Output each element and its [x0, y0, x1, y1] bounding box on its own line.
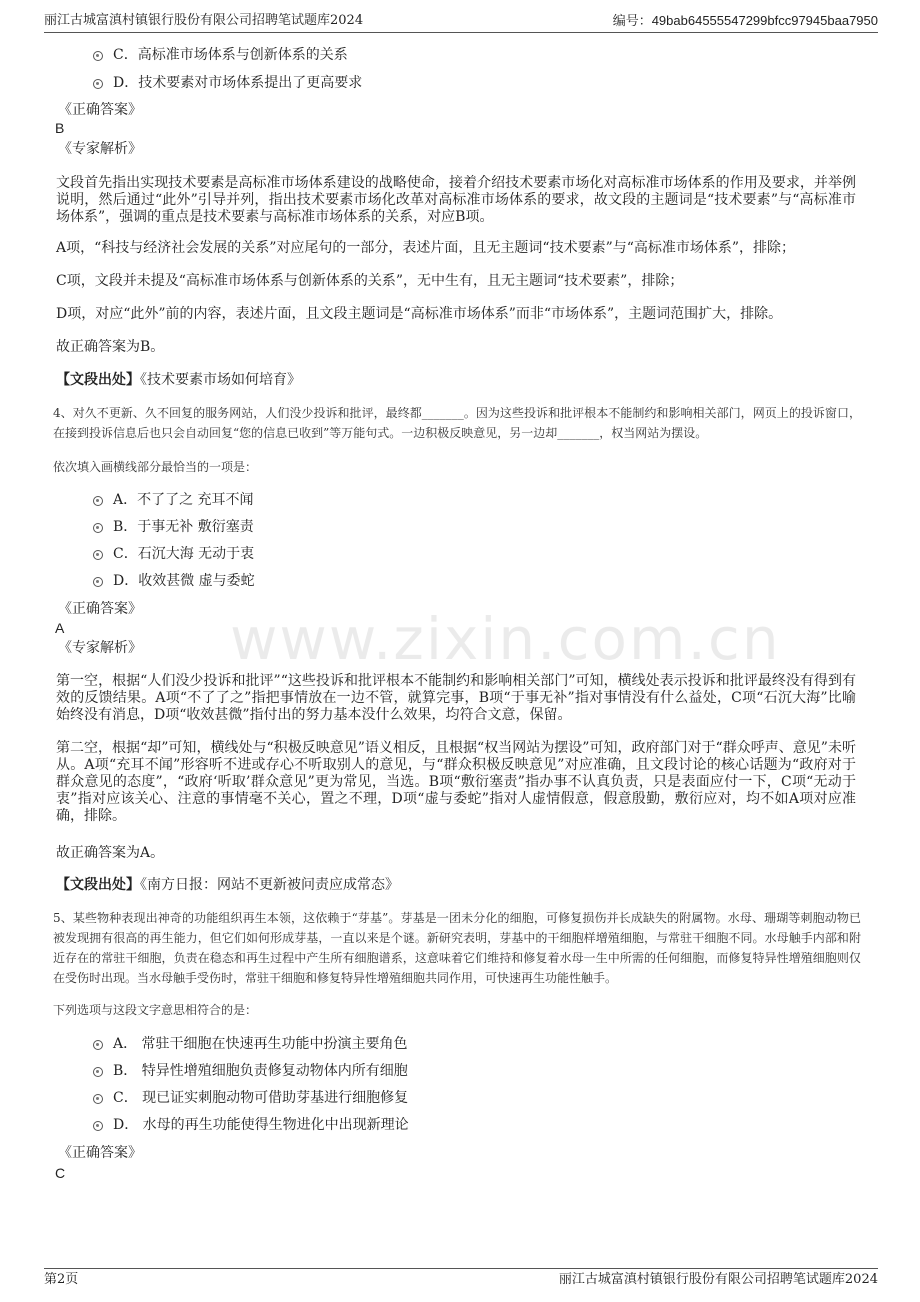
radio-icon[interactable]	[93, 1067, 103, 1077]
source-title: 《技术要素市场如何培育》	[140, 372, 301, 388]
q3-analysis-p4: D项，对应“此外”前的内容，表述片面，且文段主题词是“高标准市场体系”而非“市场体系”，主题词范围扩大，排除。	[56, 306, 783, 322]
q4-option-a[interactable]	[93, 490, 254, 510]
q3-analysis-p3: C项，文段并未提及“高标准市场体系与创新体系的关系”，无中生有，且无主题词“技术要素”，排除；	[56, 273, 684, 289]
q3-option-d[interactable]	[93, 73, 362, 93]
page-number: 第2页	[44, 1272, 79, 1287]
q4-analysis-label: 《专家解析》	[58, 640, 142, 656]
radio-icon[interactable]	[93, 496, 103, 506]
q5-prompt: 下列选项与这段文字意思相符合的是：	[53, 1003, 258, 1017]
q3-analysis-p5: 故正确答案为B。	[56, 339, 165, 355]
q4-analysis-p2: 第二空，根据“却”可知，横线处与“积极反映意见”语义相反，且根据“权当网站为摆设”可知，政府部门对于“群众呼声、意见”未听从。A项“充耳不闻”形容听不进或存心不听取别人的意见，与“群众积极反映意见”对应准确，且文段讨论的核心话题为“政府对于群众意见的态度”，“政府‘听取’群众意见”更为常见，当选。B项“敷衍塞责”指办事不认真负责，只是表面应付一下，C项“无动于衷”指对应该关心、注意的事情毫不关心，置之不理，D项“虚与委蛇”指对人虚情假意，假意殷勤，敷衍应对，均不如A项对应准确，排除。	[56, 740, 856, 824]
radio-icon[interactable]	[93, 1094, 103, 1104]
radio-icon[interactable]	[93, 79, 103, 89]
q3-analysis-p2: A项，“科技与经济社会发展的关系”对应尾句的一部分，表述片面，且无主题词“技术要素”与“高标准市场体系”，排除；	[56, 240, 796, 256]
q4-stem: 4、对久不更新、久不回复的服务网站，人们没少投诉和批评，最终都_______。因为这些投诉和批评根本不能制约和影响相关部门，网页上的投诉窗口，在接到投诉信息后也只会自动回复“您的信息已收到”等万能句式。一边积极反映意见，另一边却_______，权当网站为摆设。	[53, 406, 861, 440]
q4-answer-label: 《正确答案》	[58, 601, 142, 617]
q4-option-b[interactable]	[93, 517, 254, 537]
q4-prompt: 依次填入画横线部分最恰当的一项是：	[53, 460, 258, 474]
option-label: C．高标准市场体系与创新体系的关系	[113, 47, 348, 63]
option-label: B． 特异性增殖细胞负责修复动物体内所有细胞	[113, 1063, 408, 1079]
source-title: 《南方日报：网站不更新被问责应成常态》	[140, 877, 399, 893]
option-label: D． 水母的再生功能使得生物进化中出现新理论	[113, 1117, 409, 1133]
header-title: 丽江古城富滇村镇银行股份有限公司招聘笔试题库2024	[44, 13, 364, 28]
q4-option-d[interactable]	[93, 571, 255, 591]
page-footer	[44, 1268, 878, 1293]
radio-icon[interactable]	[93, 1121, 103, 1131]
q5-option-b[interactable]	[93, 1061, 408, 1081]
q3-source	[56, 371, 301, 389]
q3-analysis-label: 《专家解析》	[58, 141, 142, 157]
q5-stem: 5、某些物种表现出神奇的功能组织再生本领，这依赖于“芽基”。芽基是一团未分化的细胞，可修复损伤并长成缺失的附属物。水母、珊瑚等刺胞动物已被发现拥有很高的再生能力，但它们如何形成芽基，一直以来是个谜。新研究表明，芽基中的干细胞样增殖细胞，与常驻干细胞不同。水母触手内部和附近存在的常驻干细胞，负责在稳态和再生过程中产生所有细胞谱系，这意味着它们维持和修复着水母一生中所需的任何细胞，而修复特异性增殖细胞则仅在受伤时出现。当水母触手受伤时，常驻干细胞和修复特异性增殖细胞共同作用，可快速再生功能性触手。	[53, 911, 861, 985]
source-tag: 【文段出处】	[56, 372, 140, 388]
footer-title: 丽江古城富滇村镇银行股份有限公司招聘笔试题库2024	[558, 1272, 878, 1287]
option-label: D．技术要素对市场体系提出了更高要求	[113, 75, 363, 91]
q5-option-c[interactable]	[93, 1088, 408, 1108]
q4-source	[56, 876, 399, 894]
radio-icon[interactable]	[93, 1040, 103, 1050]
page-header	[44, 10, 878, 33]
q4-option-c[interactable]	[93, 544, 254, 564]
watermark: www.zixin.com.cn	[230, 605, 781, 673]
radio-icon[interactable]	[93, 523, 103, 533]
radio-icon[interactable]	[93, 51, 103, 61]
q5-option-a[interactable]	[93, 1034, 408, 1054]
q4-analysis-p1: 第一空，根据“人们没少投诉和批评”“这些投诉和批评根本不能制约和影响相关部门”可知，横线处表示投诉和批评最终没有得到有效的反馈结果。A项“不了了之”指把事情放在一边不管，就算完事，B项“于事无补”指对事情没有什么益处，C项“石沉大海”比喻始终没有消息，D项“收效甚微”指付出的努力基本没什么效果，均符合文意，保留。	[56, 673, 856, 723]
radio-icon[interactable]	[93, 577, 103, 587]
header-code: 编号：49bab64555547299bfcc97945baa7950	[612, 13, 878, 28]
source-tag: 【文段出处】	[56, 877, 140, 893]
q4-analysis-p3: 故正确答案为A。	[56, 845, 165, 861]
q5-option-d[interactable]	[93, 1115, 409, 1135]
q5-answer: C	[55, 1165, 66, 1181]
option-label: B．于事无补 敷衍塞责	[113, 519, 254, 535]
option-label: C．石沉大海 无动于衷	[113, 546, 255, 562]
option-label: C． 现已证实刺胞动物可借助芽基进行细胞修复	[113, 1090, 409, 1106]
q3-answer: B	[55, 120, 65, 136]
q3-option-c[interactable]	[93, 45, 348, 65]
option-label: D．收效甚微 虚与委蛇	[113, 573, 255, 589]
q3-analysis-p1: 文段首先指出实现技术要素是高标准市场体系建设的战略使命，接着介绍技术要素市场化对高标准市场体系的作用及要求，并举例说明，然后通过“此外”引导并列，指出技术要素市场化改革对高标准市场体系的要求，故文段的主题词是“技术要素”与“高标准市场体系”，强调的重点是技术要素与高标准市场体系的关系，对应B项。	[56, 175, 856, 225]
option-label: A． 常驻干细胞在快速再生功能中扮演主要角色	[113, 1036, 408, 1052]
q4-answer: A	[55, 620, 65, 636]
q5-answer-label: 《正确答案》	[58, 1145, 142, 1161]
q3-answer-label: 《正确答案》	[58, 102, 142, 118]
radio-icon[interactable]	[93, 550, 103, 560]
option-label: A．不了了之 充耳不闻	[113, 492, 254, 508]
